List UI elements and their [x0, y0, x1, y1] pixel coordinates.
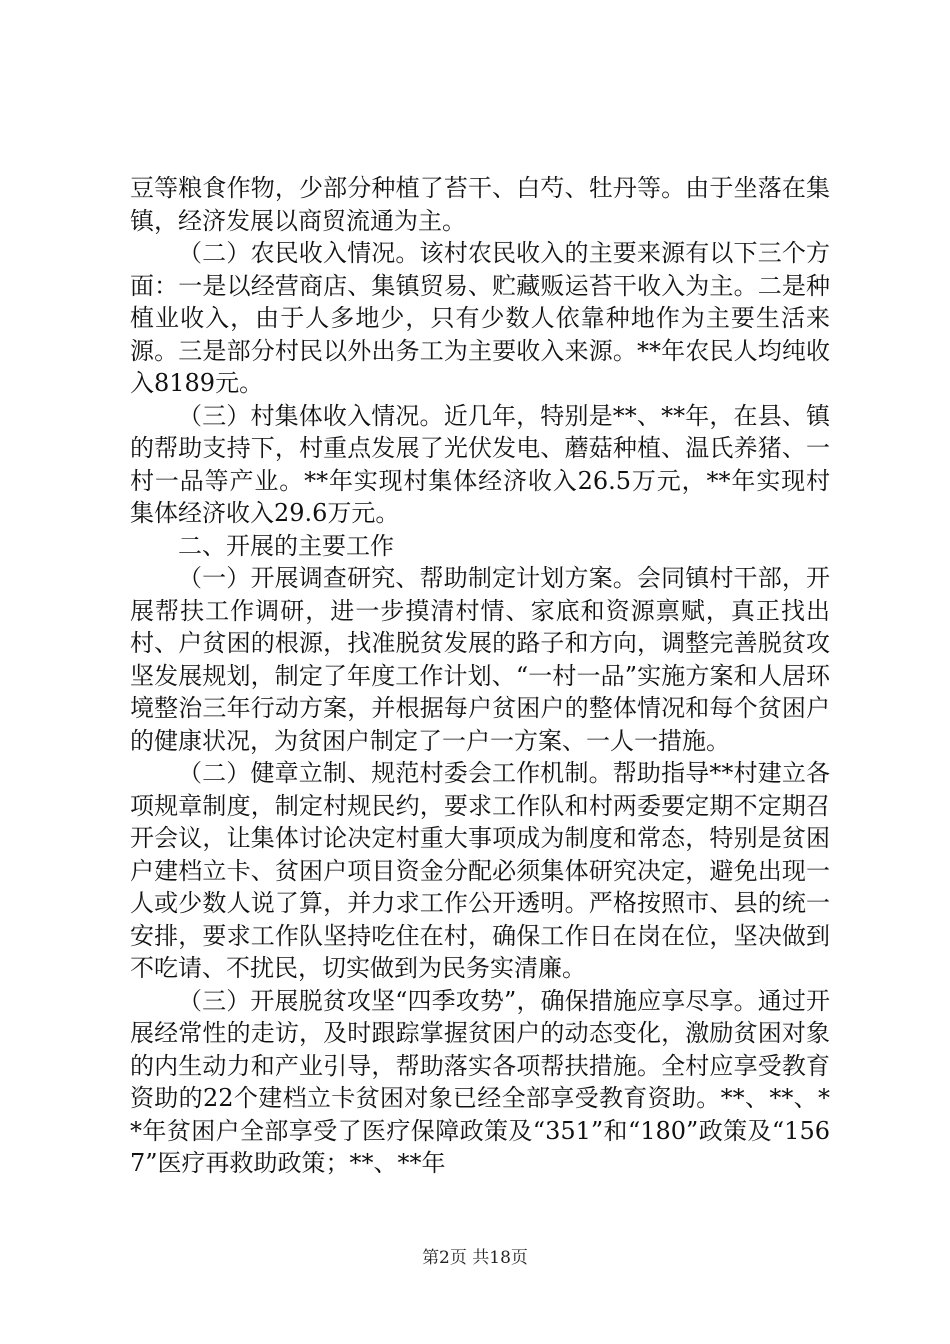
paragraph-5: （二）健章立制、规范村委会工作机制。帮助指导**村建立各项规章制度，制定村规民约，要求工作队和村两委要定期不定期召开会议，让集体讨论决定村重大事项成为制度和常态，特别是贫困户建档立卡、贫困户项目资金分配必须集体研究决定，避免出现一人或少数人说了算，并力求工作公开透明。严格按照市、县的统一安排，要求工作队坚持吃住在村，确保工作日在岗在位，坚决做到不吃请、不扰民，切实做到为民务实清廉。: [130, 759, 830, 982]
paragraph-2: （三）村集体收入情况。近几年，特别是**、**年，在县、镇的帮助支持下，村重点发展了光伏发电、蘑菇种植、温氏养猪、一村一品等产业。**年实现村集体经济收入26.5万元，**年实现村集体经济收入29.6万元。: [130, 401, 830, 527]
paragraph-6: （三）开展脱贫攻坚“四季攻势”，确保措施应享尽享。通过开展经常性的走访，及时跟踪掌握贫困户的动态变化，激励贫困对象的内生动力和产业引导，帮助落实各项帮扶措施。全村应享受教育资助的22个建档立卡贫困对象已经全部享受教育资助。**、**、**年贫困户全部享受了医疗保障政策及“351”和“180”政策及“1567”医疗再救助政策；**、**年: [130, 986, 830, 1177]
document-body: [130, 172, 830, 1180]
paragraph-0: 豆等粮食作物，少部分种植了苔干、白芍、牡丹等。由于坐落在集镇，经济发展以商贸流通为主。: [130, 174, 830, 235]
paragraph-1: （二）农民收入情况。该村农民收入的主要来源有以下三个方面：一是以经营商店、集镇贸易、贮藏贩运苔干收入为主。二是种植业收入，由于人多地少，只有少数人依靠种地作为主要生活来源。三是部分村民以外出务工为主要收入来源。**年农民人均纯收入8189元。: [130, 239, 830, 397]
page-number-footer: 第2页 共18页: [422, 1248, 528, 1268]
section-heading: 二、开展的主要工作: [178, 531, 394, 560]
paragraph-4: （一）开展调查研究、帮助制定计划方案。会同镇村干部，开展帮扶工作调研，进一步摸清村情、家底和资源禀赋，真正找出村、户贫困的根源，找准脱贫发展的路子和方向，调整完善脱贫攻坚发展规划，制定了年度工作计划、“一村一品”实施方案和人居环境整治三年行动方案，并根据每户贫困户的整体情况和每个贫困户的健康状况，为贫困户制定了一户一方案、一人一措施。: [130, 564, 830, 755]
